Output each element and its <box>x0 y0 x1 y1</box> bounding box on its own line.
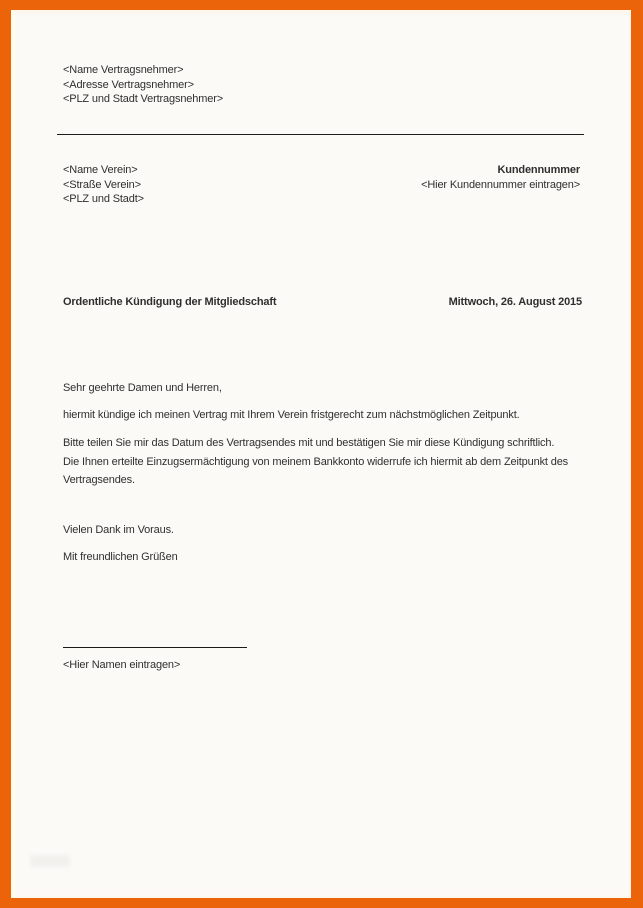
recipient-line: <Name Verein> <box>63 164 138 176</box>
customer-number-placeholder: <Hier Kundennummer eintragen> <box>421 178 580 191</box>
recipient-line: <PLZ und Stadt> <box>63 193 144 205</box>
thanks-line: Vielen Dank im Voraus. <box>63 524 174 536</box>
signature-name-placeholder: <Hier Namen eintragen> <box>63 659 181 671</box>
signature-line <box>63 647 247 648</box>
sender-line: <PLZ und Stadt Vertragsnehmer> <box>63 93 223 105</box>
sender-line: <Adresse Vertragsnehmer> <box>63 78 194 91</box>
subject-title: Ordentliche Kündigung der Mitgliedschaft <box>63 296 277 308</box>
recipient-line: <Straße Verein> <box>63 178 141 191</box>
sender-line: <Name Vertragsnehmer> <box>63 64 184 76</box>
watermark <box>30 855 70 867</box>
body-paragraph-2 <box>63 434 568 490</box>
closing-line: Mit freundlichen Grüßen <box>63 551 178 563</box>
divider-line <box>57 134 584 135</box>
body-paragraph-1: hiermit kündige ich meinen Vertrag mit Ihrem Verein fristgerecht zum nächstmöglichen Zeitpunkt. <box>63 409 520 421</box>
paragraph-line: Vertragsendes. <box>63 474 135 486</box>
salutation: Sehr geehrte Damen und Herren, <box>63 382 222 394</box>
sender-address-block <box>63 63 223 107</box>
paragraph-line: Die Ihnen erteilte Einzugsermächtigung von meinem Bankkonto widerrufe ich hiermit ab dem Zeitpunkt des <box>63 455 569 468</box>
paragraph-line: Bitte teilen Sie mir das Datum des Vertragsendes mit und bestätigen Sie mir diese Kündigung schriftlich. <box>63 437 555 449</box>
subject-row <box>63 295 582 310</box>
customer-number-block <box>421 163 580 192</box>
recipient-address-block <box>63 163 144 207</box>
letter-date: Mittwoch, 26. August 2015 <box>448 296 582 308</box>
customer-number-label: Kundennummer <box>497 164 580 176</box>
